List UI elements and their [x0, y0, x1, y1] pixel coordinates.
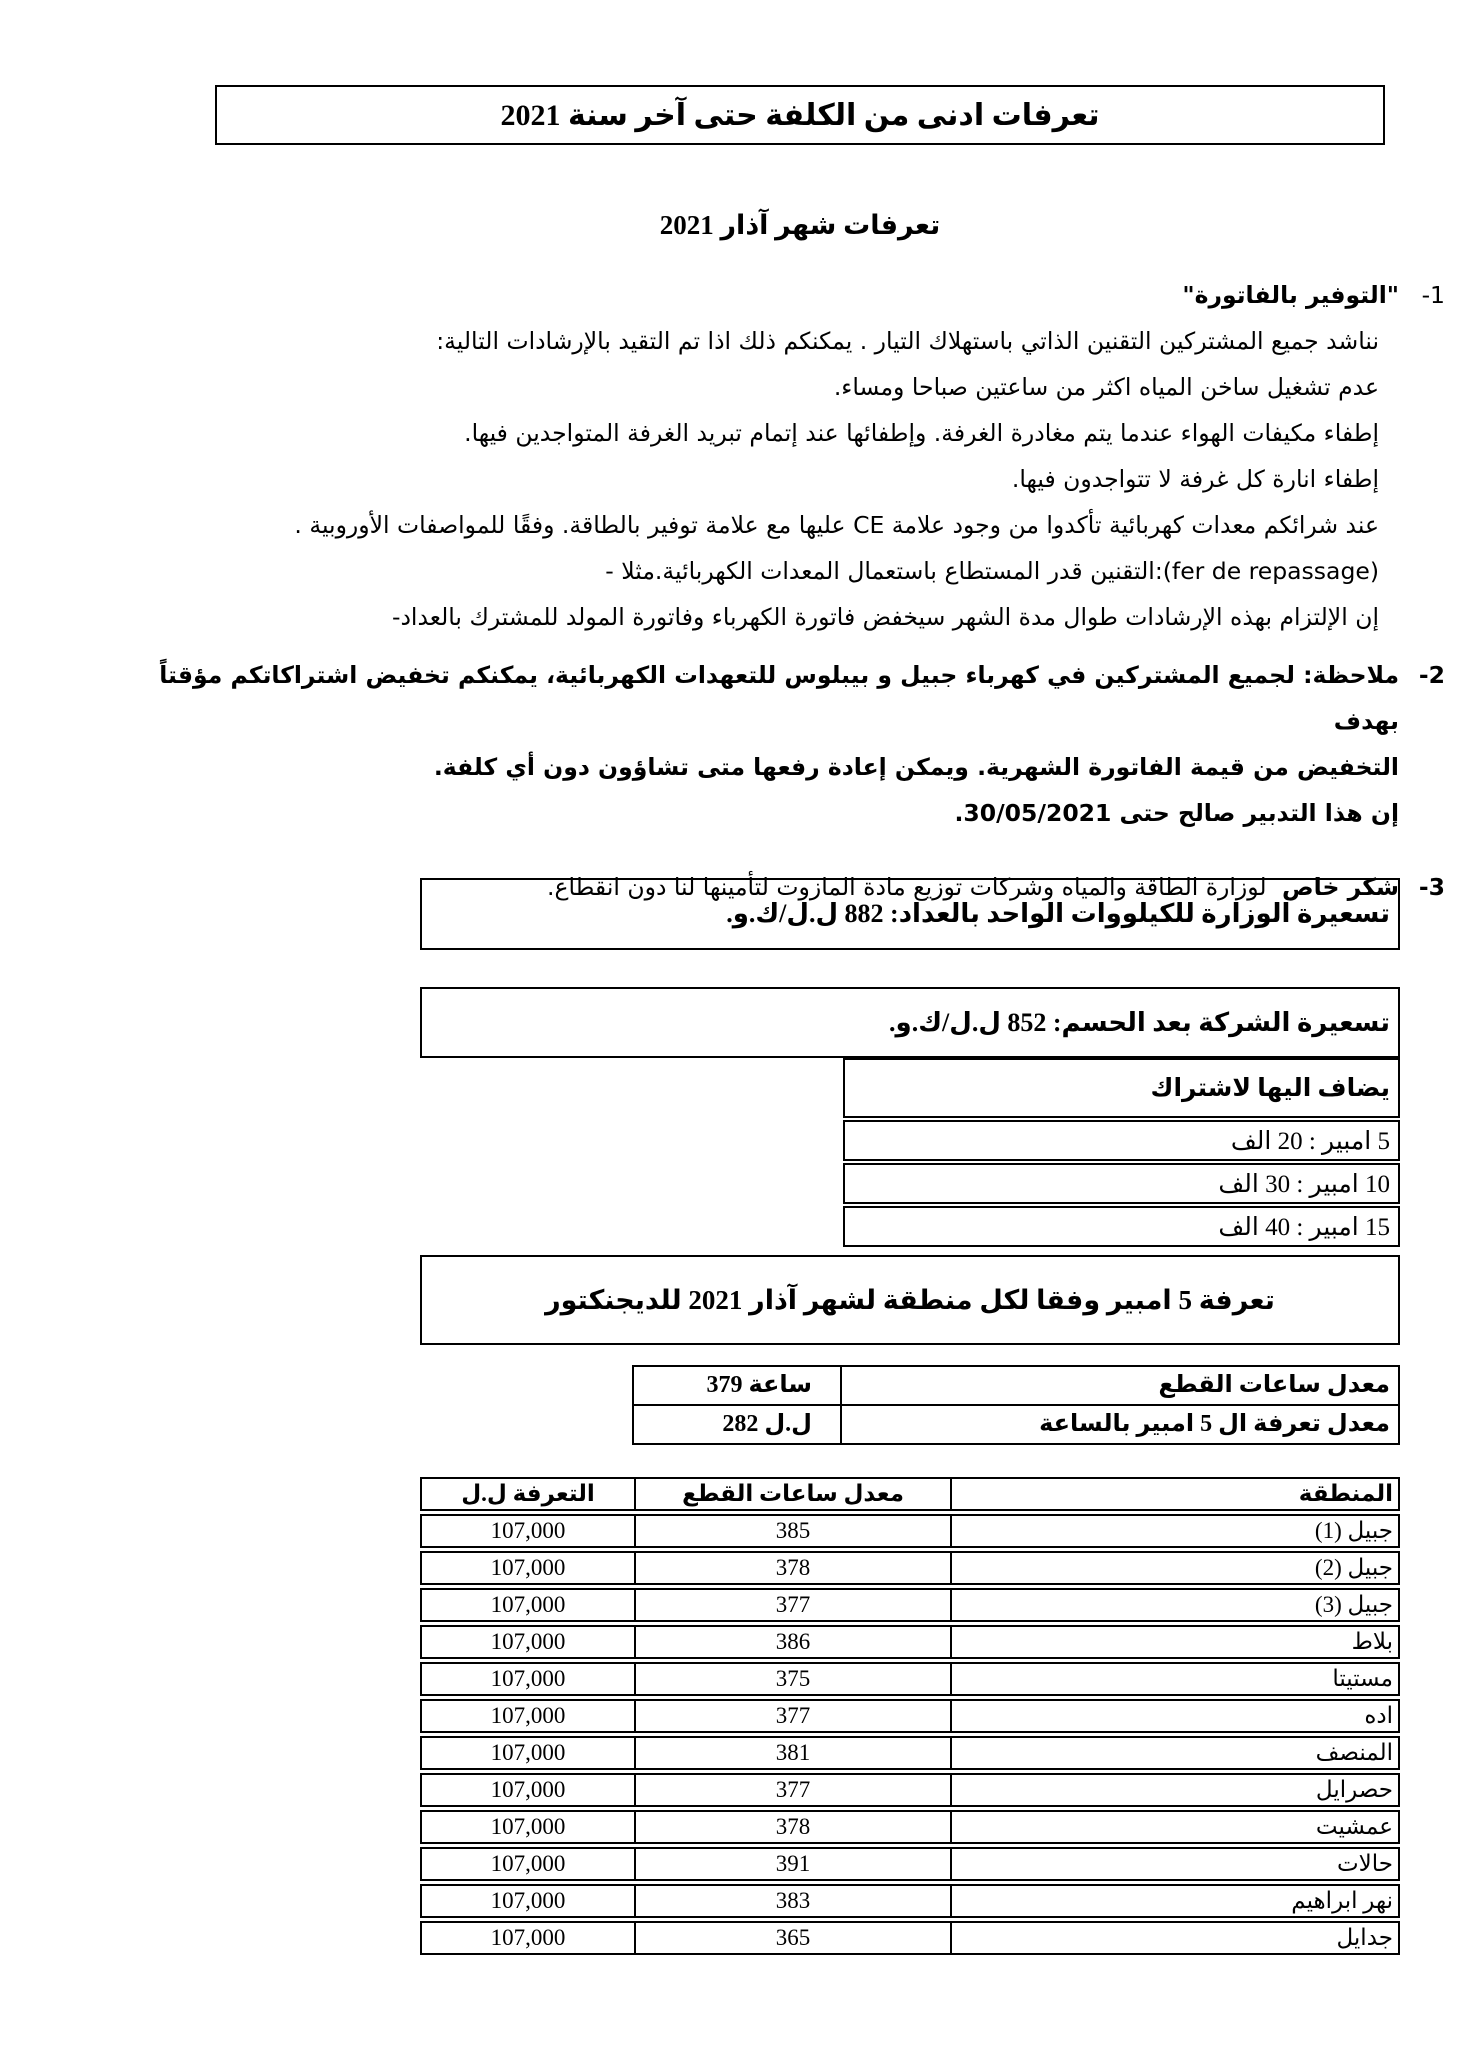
subscription-row: 5 امبير : 20 الف: [843, 1120, 1400, 1161]
header-hours: معدل ساعات القطع: [634, 1479, 952, 1509]
subscription-row: 15 امبير : 40 الف: [843, 1206, 1400, 1247]
summary-value: ساعة 379: [634, 1367, 842, 1404]
cell-region: جدايل: [1336, 1925, 1393, 1950]
summary-label: معدل ساعات القطع: [1158, 1372, 1390, 1398]
cell-region: بلاط: [1351, 1629, 1393, 1654]
cell-tariff: 107,000: [490, 1703, 566, 1728]
cell-region: جبيل (2): [1314, 1555, 1393, 1580]
summary-label: معدل تعرفة ال 5 امبير بالساعة: [1039, 1411, 1390, 1437]
item2-line: إن هذا التدبير صالح حتى 30/05/2021.: [954, 799, 1399, 827]
item1-line: عدم تشغيل ساخن المياه اكثر من ساعتين صباحا ومساء.: [833, 373, 1379, 401]
table-row: [420, 1588, 1400, 1622]
document-title: تعرفات ادنى من الكلفة حتى آخر سنة 2021: [500, 98, 1100, 132]
item1-line: إطفاء انارة كل غرفة لا تتواجدون فيها.: [1011, 465, 1379, 493]
ministry-tariff-box: [420, 878, 1400, 950]
company-tariff-text: تسعيرة الشركة بعد الحسم: 852 ل.ل/ك.و.: [889, 1007, 1390, 1037]
cell-region: حالات: [1337, 1851, 1393, 1876]
cell-region: المنصف: [1315, 1740, 1393, 1765]
table-row: [420, 1625, 1400, 1659]
cell-tariff: 107,000: [490, 1518, 566, 1543]
header-tariff: التعرفة ل.ل: [461, 1481, 595, 1506]
item1-line: (fer de repassage):التقنين قدر المستطاع باستعمال المعدات الكهربائية.مثلا -: [605, 557, 1379, 585]
cell-hours: 377: [634, 1775, 952, 1805]
document-subtitle: تعرفات شهر آذار 2021: [659, 210, 941, 240]
ministry-tariff-text: تسعيرة الوزارة للكيلووات الواحد بالعداد: 882 ل.ل/ك.و.: [726, 899, 1390, 928]
item3-text: لوزارة الطاقة والمياه وشركات توزيع مادة المازوت لتأمينها لنا دون انقطاع.: [547, 873, 1267, 901]
table-row: [420, 1551, 1400, 1585]
regions-table-header: [420, 1477, 1400, 1511]
item1-body: [105, 318, 1399, 640]
item1-line: نناشد جميع المشتركين التقنين الذاتي باستهلاك التيار . يمكنكم ذلك اذا تم التقيد بالإرشادات التالية:: [436, 327, 1379, 355]
item3-number: 3-: [1418, 873, 1445, 901]
cell-region: حصرايل: [1315, 1777, 1393, 1802]
list-item-note: [105, 652, 1445, 836]
summary-value: ل.ل 282: [634, 1406, 842, 1443]
table-row: [420, 1514, 1400, 1548]
cell-tariff: 107,000: [490, 1629, 566, 1654]
item1-line: إن الإلتزام بهذه الإرشادات طوال مدة الشهر سيخفض فاتورة الكهرباء وفاتورة المولد للمشترك بالعداد-: [391, 603, 1379, 631]
cell-region: جبيل (1): [1314, 1518, 1393, 1543]
cell-tariff: 107,000: [490, 1851, 566, 1876]
five-amp-tariff-box: [420, 1255, 1400, 1345]
cell-hours: 381: [634, 1738, 952, 1768]
subscription-row: 10 امبير : 30 الف: [843, 1163, 1400, 1204]
five-amp-tariff-text: تعرفة 5 امبير وفقا لكل منطقة لشهر آذار 2021 للديجنكتور: [545, 1284, 1275, 1315]
document-title-box: [215, 85, 1385, 145]
cell-tariff: 107,000: [490, 1740, 566, 1765]
table-row: [420, 1884, 1400, 1918]
cell-tariff: 107,000: [490, 1925, 566, 1950]
header-region: المنطقة: [1298, 1481, 1393, 1506]
table-row: [420, 1736, 1400, 1770]
summary-row: [632, 1404, 1400, 1445]
cell-hours: 378: [634, 1553, 952, 1583]
cell-region: نهر ابراهيم: [1291, 1888, 1393, 1913]
subscription-table: [843, 1058, 1400, 1247]
cell-hours: 391: [634, 1849, 952, 1879]
table-row: [420, 1773, 1400, 1807]
cell-region: اده: [1364, 1703, 1393, 1728]
table-row: [420, 1810, 1400, 1844]
summary-row: [632, 1365, 1400, 1406]
subscription-header: يضاف اليها لاشتراك: [843, 1058, 1400, 1118]
item2-number: 2-: [1418, 661, 1445, 689]
item1-number: 1-: [1421, 281, 1445, 309]
list-item-saving: [105, 272, 1445, 640]
item1-heading: "التوفير بالفاتورة": [1182, 281, 1399, 309]
cell-tariff: 107,000: [490, 1888, 566, 1913]
cell-tariff: 107,000: [490, 1777, 566, 1802]
table-row: [420, 1921, 1400, 1955]
cell-region: عمشيت: [1315, 1814, 1393, 1839]
numbered-list: [105, 272, 1445, 910]
table-row: [420, 1662, 1400, 1696]
cell-region: مستيتا: [1332, 1666, 1393, 1691]
cell-hours: 383: [634, 1886, 952, 1916]
cell-tariff: 107,000: [490, 1555, 566, 1580]
cell-region: جبيل (3): [1314, 1592, 1393, 1617]
company-tariff-box: [420, 987, 1400, 1058]
cell-hours: 375: [634, 1664, 952, 1694]
item2-line: ملاحظة: لجميع المشتركين في كهرباء جبيل و بيبلوس للتعهدات الكهربائية، يمكنكم تخفيض اشتراكاتكم مؤقتاً بهدف: [159, 661, 1399, 735]
cell-hours: 386: [634, 1627, 952, 1657]
cell-tariff: 107,000: [490, 1666, 566, 1691]
cell-hours: 385: [634, 1516, 952, 1546]
table-row: [420, 1699, 1400, 1733]
cell-tariff: 107,000: [490, 1592, 566, 1617]
cell-hours: 377: [634, 1701, 952, 1731]
regions-table: [420, 1477, 1400, 1958]
item3-lead: شكر خاص: [1282, 873, 1399, 901]
table-row: [420, 1847, 1400, 1881]
cell-hours: 377: [634, 1590, 952, 1620]
cell-tariff: 107,000: [490, 1814, 566, 1839]
cell-hours: 378: [634, 1812, 952, 1842]
item1-line: إطفاء مكيفات الهواء عندما يتم مغادرة الغرفة. وإطفائها عند إتمام تبريد الغرفة المتواجدين فيها.: [464, 419, 1379, 447]
cell-hours: 365: [634, 1923, 952, 1953]
summary-table: [632, 1365, 1400, 1445]
item1-line: عند شرائكم معدات كهربائية تأكدوا من وجود علامة CE عليها مع علامة توفير بالطاقة. وفقًا للمواصفات الأوروبية .: [294, 511, 1379, 539]
item2-line: التخفيض من قيمة الفاتورة الشهرية. ويمكن إعادة رفعها متى تشاؤون دون أي كلفة.: [433, 753, 1399, 781]
